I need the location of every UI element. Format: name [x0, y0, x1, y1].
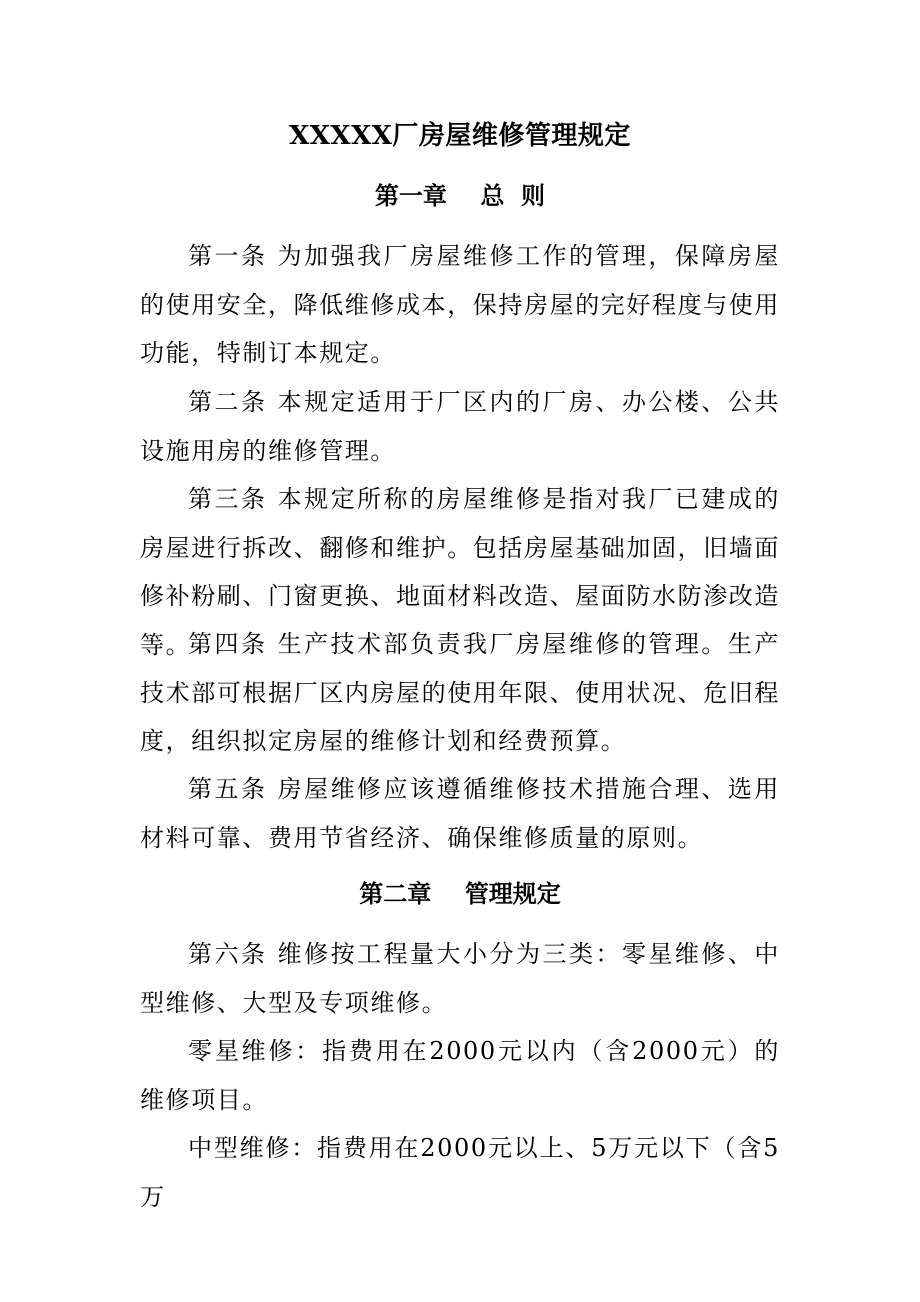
medium-repair-definition: 中型维修：指费用在2000元以上、5万元以下（含5万 — [140, 1134, 780, 1211]
chapter-1-heading: 第一章 总 则 — [374, 181, 546, 210]
article-6: 第六条 维修按工程量大小分为三类：零星维修、中型维修、大型及专项维修。 — [140, 940, 780, 1017]
article-4: 第四条 生产技术部负责我厂房屋维修的管理。生产技术部可根据厂区内房屋的使用年限、使用状况、危旧程度，组织拟定房屋的维修计划和经费预算。 — [140, 630, 780, 755]
article-2: 第二条 本规定适用于厂区内的厂房、办公楼、公共设施用房的维修管理。 — [140, 388, 780, 465]
document-title: XXXXX厂房屋维修管理规定 — [289, 121, 631, 151]
article-3: 第三条 本规定所称的房屋维修是指对我厂已建成的房屋进行拆改、翻修和维护。包括房屋基础加固，旧墙面修补粉刷、门窗更换、地面材料改造、屋面防水防渗改造等。 — [140, 485, 780, 659]
article-1: 第一条 为加强我厂房屋维修工作的管理，保障房屋的使用安全，降低维修成本，保持房屋的完好程度与使用功能，特制订本规定。 — [140, 242, 780, 367]
chapter-2-heading: 第二章 管理规定 — [359, 879, 561, 908]
article-5: 第五条 房屋维修应该遵循维修技术措施合理、选用材料可靠、费用节省经济、确保维修质量的原则。 — [140, 775, 780, 852]
minor-repair-definition: 零星维修：指费用在2000元以内（含2000元）的维修项目。 — [140, 1037, 780, 1114]
